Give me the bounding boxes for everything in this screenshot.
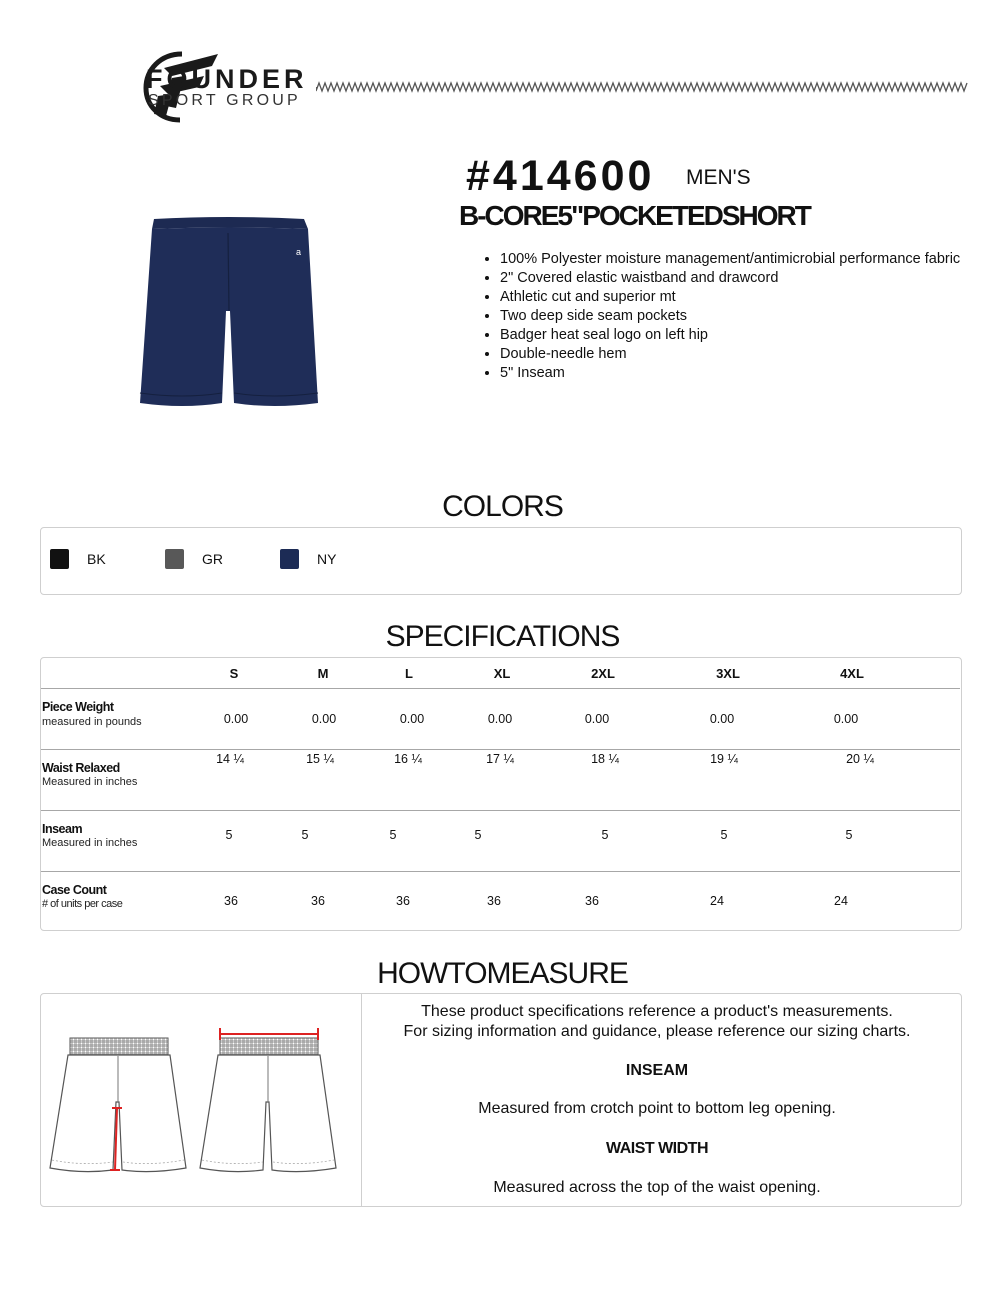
feature-item: • Athletic cut and superior mt: [500, 288, 960, 307]
color-swatch: [280, 549, 299, 569]
measure-title: HOWTOMEASURE: [377, 957, 628, 990]
spec-cell: 5: [845, 828, 853, 842]
spec-cell: 5: [389, 828, 397, 842]
spec-cell: 36: [585, 894, 599, 908]
product-sku: #414600: [466, 152, 655, 200]
feature-item: • 5" Inseam: [500, 364, 960, 383]
row-divider: [41, 688, 960, 689]
brand-subtitle: SPORT GROUP: [148, 92, 301, 109]
spec-cell: 36: [487, 894, 501, 908]
inseam-description: Measured from crotch point to bottom leg opening.: [478, 1100, 836, 1117]
spec-cell: 0.00: [833, 712, 859, 726]
spec-cell: 0.00: [487, 712, 513, 726]
feature-list: [482, 250, 960, 383]
svg-text:a: a: [296, 247, 302, 257]
spec-cell: 5: [474, 828, 482, 842]
size-header: XL: [493, 666, 511, 681]
size-header: M: [317, 666, 329, 681]
spec-row-label: Waist Relaxed: [42, 761, 120, 775]
product-name: B-CORE5"POCKETEDSHORT: [459, 200, 810, 231]
measure-intro-line1: These product specifications reference a product's measurements.: [421, 1003, 893, 1020]
spec-cell: 0.00: [584, 712, 610, 726]
specs-title: SPECIFICATIONS: [385, 620, 620, 653]
spec-cell: 36: [224, 894, 238, 908]
spec-cell: 5: [720, 828, 728, 842]
spec-cell: 36: [396, 894, 410, 908]
size-header: 3XL: [716, 666, 740, 681]
brand-name: FOUNDER: [146, 64, 308, 94]
spec-cell: 0.00: [223, 712, 249, 726]
spec-row-label: Case Count: [42, 883, 107, 897]
size-header: S: [229, 666, 239, 681]
color-code: BK: [87, 551, 106, 567]
spec-cell: 5: [225, 828, 233, 842]
color-option-bk: [50, 548, 106, 570]
row-divider: [41, 810, 960, 811]
size-header: 2XL: [591, 666, 615, 681]
feature-item: • 2" Covered elastic waistband and drawcord: [500, 269, 960, 288]
feature-item: • Double-needle hem: [500, 345, 960, 364]
spec-cell: 19 ¼: [710, 752, 738, 766]
inseam-heading: INSEAM: [625, 1062, 689, 1079]
spec-cell: 0.00: [311, 712, 337, 726]
spec-cell: 0.00: [399, 712, 425, 726]
feature-item: • Two deep side seam pockets: [500, 307, 960, 326]
size-header: 4XL: [840, 666, 864, 681]
spec-cell: 15 ¼: [306, 752, 334, 766]
spec-row-sublabel: measured in pounds: [42, 716, 142, 728]
row-divider: [41, 871, 960, 872]
measure-intro-line2: For sizing information and guidance, please reference our sizing charts.: [403, 1023, 911, 1040]
spec-cell: 36: [311, 894, 325, 908]
waist-heading: WAIST WIDTH: [605, 1140, 709, 1157]
color-option-ny: [280, 548, 336, 570]
waist-description: Measured across the top of the waist opening.: [493, 1179, 821, 1196]
row-divider: [41, 749, 960, 750]
colors-title: COLORS: [442, 490, 563, 523]
spec-row-sublabel: # of units per case: [42, 898, 123, 910]
color-code: GR: [202, 551, 223, 567]
spec-row-label: Inseam: [42, 822, 83, 836]
color-swatch: [50, 549, 69, 569]
spec-cell: 5: [601, 828, 609, 842]
spec-row-label: Piece Weight: [42, 700, 114, 714]
size-header: L: [405, 666, 413, 681]
spec-cell: 20 ¼: [846, 752, 874, 766]
spec-cell: 17 ¼: [486, 752, 514, 766]
spec-row-sublabel: Measured in inches: [42, 837, 138, 849]
spec-cell: 5: [301, 828, 309, 842]
spec-cell: 16 ¼: [394, 752, 422, 766]
spec-cell: 18 ¼: [591, 752, 619, 766]
spec-cell: 14 ¼: [216, 752, 244, 766]
spec-cell: 24: [710, 894, 724, 908]
color-code: NY: [317, 551, 337, 567]
product-gender: MEN'S: [686, 166, 751, 189]
product-image: [138, 213, 320, 413]
shorts-measure-diagram: [46, 1020, 346, 1180]
feature-item: • 100% Polyester moisture management/antimicrobial performance fabric: [500, 250, 960, 269]
spec-row-sublabel: Measured in inches: [42, 776, 138, 788]
spec-cell: 24: [834, 894, 848, 908]
feature-item: • Badger heat seal logo on left hip: [500, 326, 960, 345]
spec-cell: 0.00: [709, 712, 735, 726]
spec-table: [40, 657, 962, 931]
zigzag-divider: [316, 81, 968, 93]
color-option-gr: [165, 548, 223, 570]
color-swatch: [165, 549, 184, 569]
